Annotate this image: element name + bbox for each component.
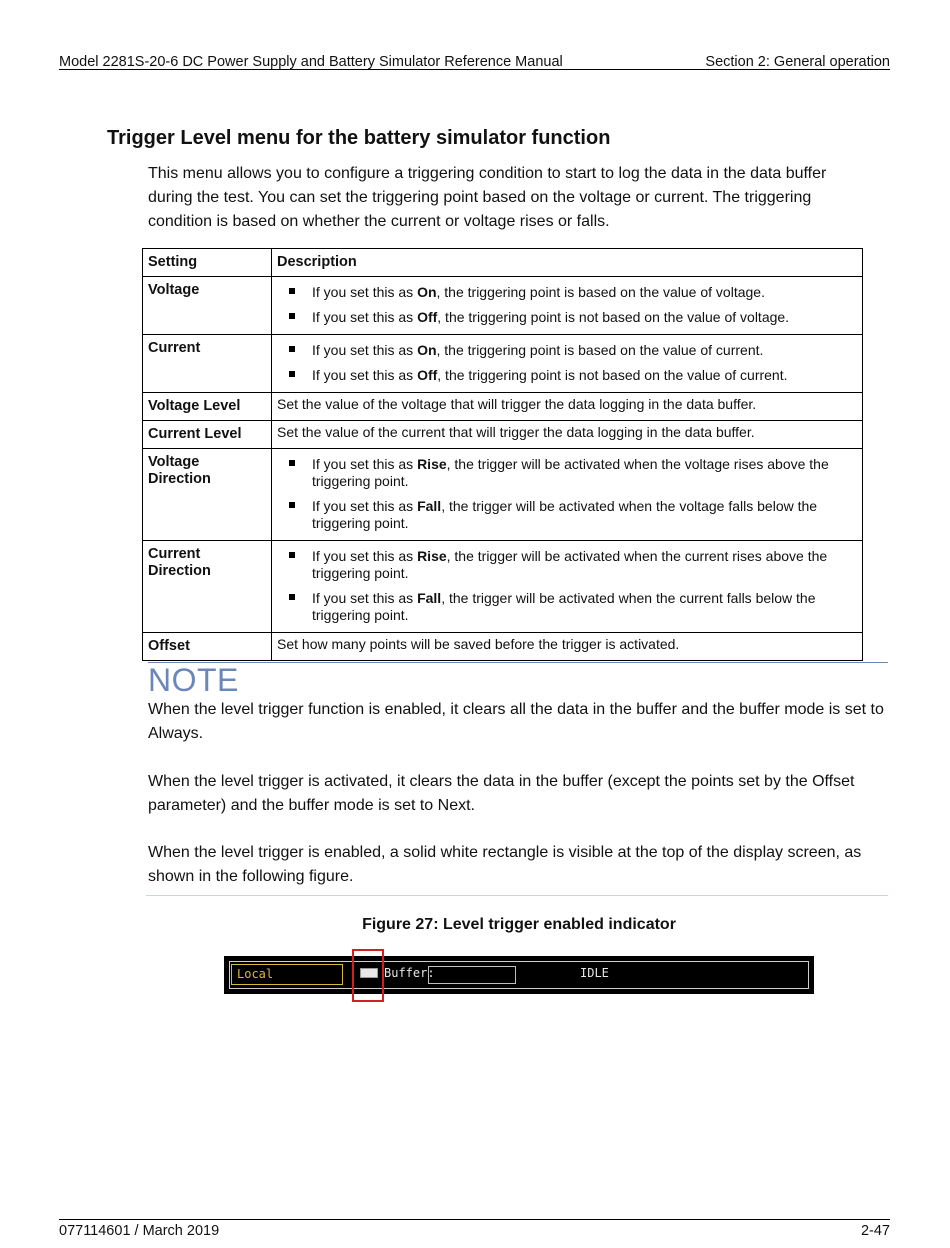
setting-name: Current: [143, 335, 272, 393]
header-description: Description: [272, 249, 863, 277]
table-row: [143, 449, 863, 541]
bullet-item: If you set this as Fall, the trigger will be activated when the voltage falls below the triggering point.: [277, 498, 857, 532]
table-header-row: [143, 249, 863, 277]
bullet-square-icon: [289, 552, 295, 558]
section-title: Trigger Level menu for the battery simulator function: [107, 127, 611, 149]
table-row: [143, 335, 863, 393]
table-row: [143, 277, 863, 335]
note-paragraph: When the level trigger is enabled, a solid white rectangle is visible at the top of the display screen, as shown in the following figure.: [148, 844, 862, 885]
header-manual-title: Model 2281S-20-6 DC Power Supply and Battery Simulator Reference Manual: [59, 54, 563, 70]
header-section: Section 2: General operation: [705, 54, 890, 70]
bullet-item: If you set this as Fall, the trigger will be activated when the current falls below the triggering point.: [277, 590, 857, 624]
page-number: 2-47: [860, 1223, 890, 1239]
bullet-square-icon: [289, 594, 295, 600]
setting-description: [272, 335, 863, 393]
setting-name: Voltage: [143, 277, 272, 335]
local-indicator: Local: [231, 964, 343, 985]
bullet-item: If you set this as On, the triggering point is based on the value of current.: [277, 342, 857, 359]
setting-description: Set how many points will be saved before the trigger is activated.: [272, 633, 863, 661]
note-top-rule: [148, 662, 888, 663]
setting-name: Voltage Direction: [143, 449, 272, 541]
setting-name: Current Level: [143, 421, 272, 449]
bullet-item: If you set this as Off, the triggering point is not based on the value of voltage.: [277, 309, 857, 326]
bullet-item: If you set this as Off, the triggering point is not based on the value of current.: [277, 367, 857, 384]
setting-name: Voltage Level: [143, 393, 272, 421]
setting-description: [272, 449, 863, 541]
buffer-field: [428, 966, 516, 984]
bullet-square-icon: [289, 371, 295, 377]
figure-caption: Figure 27: Level trigger enabled indicator: [362, 916, 676, 933]
table-row: [143, 393, 863, 421]
bullet-square-icon: [289, 460, 295, 466]
setting-description: [272, 277, 863, 335]
bullet-item: If you set this as Rise, the trigger will be activated when the voltage rises above the triggering point.: [277, 456, 857, 490]
note-paragraph: When the level trigger function is enabled, it clears all the data in the buffer and the buffer mode is set to Always.: [148, 701, 884, 742]
settings-table: [142, 248, 863, 661]
highlight-callout-box: [352, 949, 384, 1002]
setting-description: Set the value of the current that will trigger the data logging in the data buffer.: [272, 421, 863, 449]
bullet-square-icon: [289, 502, 295, 508]
note-bottom-rule: [146, 895, 888, 896]
buffer-label: Buffer:: [384, 966, 435, 980]
bullet-square-icon: [289, 313, 295, 319]
bullet-square-icon: [289, 346, 295, 352]
header-rule: [59, 69, 890, 70]
note-title: NOTE: [148, 662, 239, 698]
note-paragraph: When the level trigger is activated, it clears the data in the buffer (except the points set by the Offset parameter) and the buffer mode is set to Next.: [148, 773, 855, 814]
setting-description: Set the value of the voltage that will trigger the data logging in the data buffer.: [272, 393, 863, 421]
setting-name: Current Direction: [143, 541, 272, 633]
bullet-item: If you set this as On, the triggering point is based on the value of voltage.: [277, 284, 857, 301]
footer-doc-number: 077114601 / March 2019: [59, 1223, 220, 1239]
status-label: IDLE: [580, 966, 609, 980]
setting-name: Offset: [143, 633, 272, 661]
bullet-square-icon: [289, 288, 295, 294]
table-row: [143, 633, 863, 661]
bullet-item: If you set this as Rise, the trigger will be activated when the current rises above the triggering point.: [277, 548, 857, 582]
header-setting: Setting: [143, 249, 272, 277]
footer-rule: [59, 1219, 890, 1220]
table-row: [143, 421, 863, 449]
intro-paragraph: This menu allows you to configure a triggering condition to start to log the data in the data buffer during the test. You can set the triggering point based on the voltage or current. The triggering condition is based on whether the current or voltage rises or falls.: [148, 165, 827, 230]
setting-description: [272, 541, 863, 633]
table-row: [143, 541, 863, 633]
